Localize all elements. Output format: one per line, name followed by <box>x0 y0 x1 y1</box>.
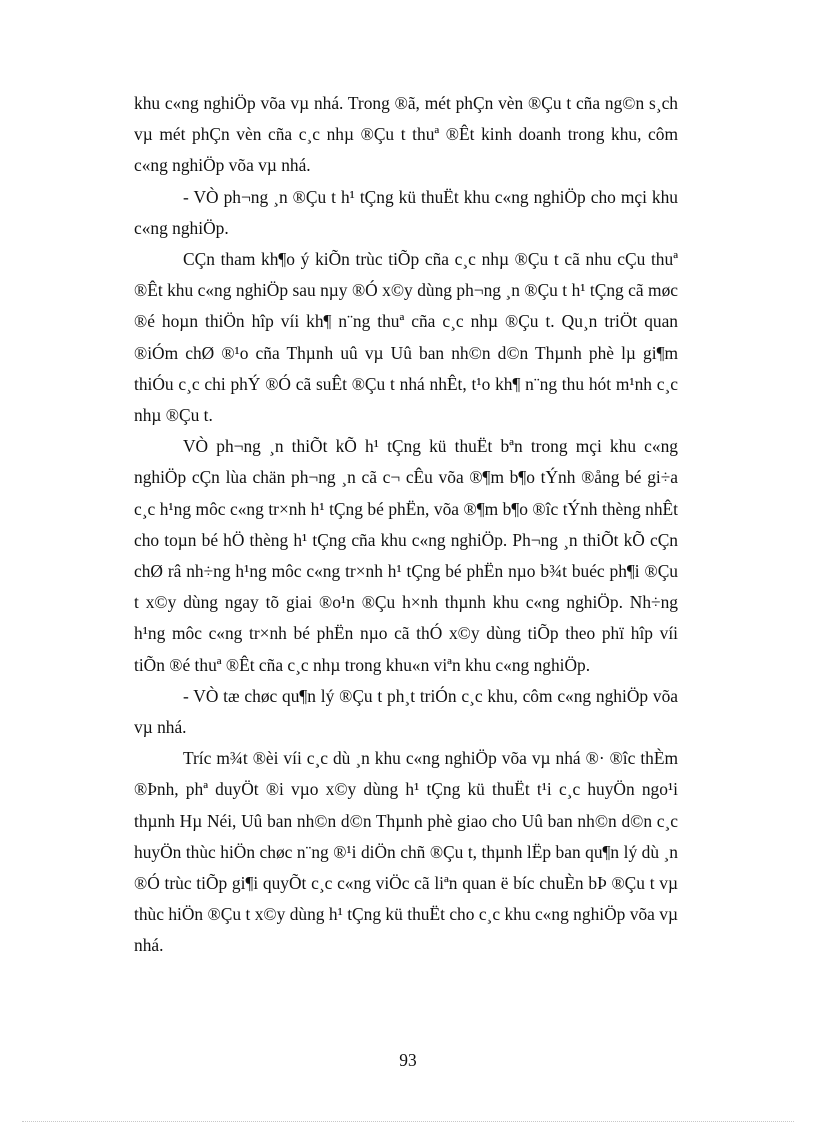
page-number: 93 <box>399 1050 417 1070</box>
body-text <box>134 88 678 962</box>
bottom-divider <box>22 1121 794 1122</box>
paragraph: khu c«ng nghiÖp võa vµ nhá. Trong ®ã, mét phÇn vèn ®Çu t cña ng©n s¸ch vµ mét phÇn vèn cña c¸c nhµ ®Çu t thuª ®Êt kinh doanh trong khu, côm c«ng nghiÖp võa vµ nhá. <box>134 93 678 176</box>
paragraph: CÇn tham kh¶o ý kiÕn trùc tiÕp cña c¸c nhµ ®Çu t cã nhu cÇu thuª ®Êt khu c«ng nghiÖp sau nµy ®Ó x©y dùng ph¬ng ¸n ®Çu t h¹ tÇng cã møc ®é hoµn thiÖn hîp víi kh¶ n¨ng thuª cña c¸c nhµ ®Çu t. Qu¸n triÖt quan ®iÓm chØ ®¹o cña Thµnh uû vµ Uû ban nh©n d©n Thµnh phè lµ gi¶m thiÓu c¸c chi phÝ ®Ó cã suÊt ®Çu t nhá nhÊt, t¹o kh¶ n¨ng thu hót m¹nh c¸c nhµ ®Çu t. <box>134 249 678 426</box>
paragraph: - VÒ ph¬ng ¸n ®Çu t h¹ tÇng kü thuËt khu c«ng nghiÖp cho mçi khu c«ng nghiÖp. <box>134 186 678 238</box>
paragraph: VÒ ph¬ng ¸n thiÕt kÕ h¹ tÇng kü thuËt bªn trong mçi khu c«ng nghiÖp cÇn lùa chän ph¬ng ¸n cã c¬ cÊu võa ®¶m b¶o tÝnh ®ång bé gi÷a c¸c h¹ng môc c«ng tr×nh h¹ tÇng bé phËn, võa ®¶m b¶o ®îc tÝnh thèng nhÊt cho toµn bé hÖ thèng h¹ tÇng cña khu c«ng nghiÖp. Ph¬ng ¸n thiÕt kÕ cÇn chØ râ nh÷ng h¹ng môc c«ng tr×nh h¹ tÇng bé phËn nµo b¾t buéc ph¶i ®Çu t x©y dùng ngay tõ giai ®o¹n ®Çu h×nh thµnh khu c«ng nghiÖp. Nh÷ng h¹ng môc c«ng tr×nh bé phËn nµo cã thÓ x©y dùng tiÕp theo phï hîp víi tiÕn ®é thuª ®Êt cña c¸c nhµ trong khu«n viªn khu c«ng nghiÖp. <box>134 436 678 675</box>
paragraph: Tríc m¾t ®èi víi c¸c dù ¸n khu c«ng nghiÖp võa vµ nhá ®· ®îc thÈm ®Þnh, phª duyÖt ®i vµo x©y dùng h¹ tÇng kü thuËt t¹i c¸c huyÖn ngo¹i thµnh Hµ Néi, Uû ban nh©n d©n Thµnh phè giao cho Uû ban nh©n d©n c¸c huyÖn thùc hiÖn chøc n¨ng ®¹i diÖn chñ ®Çu t, thµnh lËp ban qu¶n lý dù ¸n ®Ó trùc tiÕp gi¶i quyÕt c¸c c«ng viÖc cã liªn quan ë bíc chuÈn bÞ ®Çu t vµ thùc hiÖn ®Çu t x©y dùng h¹ tÇng kü thuËt cho c¸c khu c«ng nghiÖp võa vµ nhá. <box>134 748 678 956</box>
paragraph: - VÒ tæ chøc qu¶n lý ®Çu t ph¸t triÓn c¸c khu, côm c«ng nghiÖp võa vµ nhá. <box>134 685 678 738</box>
